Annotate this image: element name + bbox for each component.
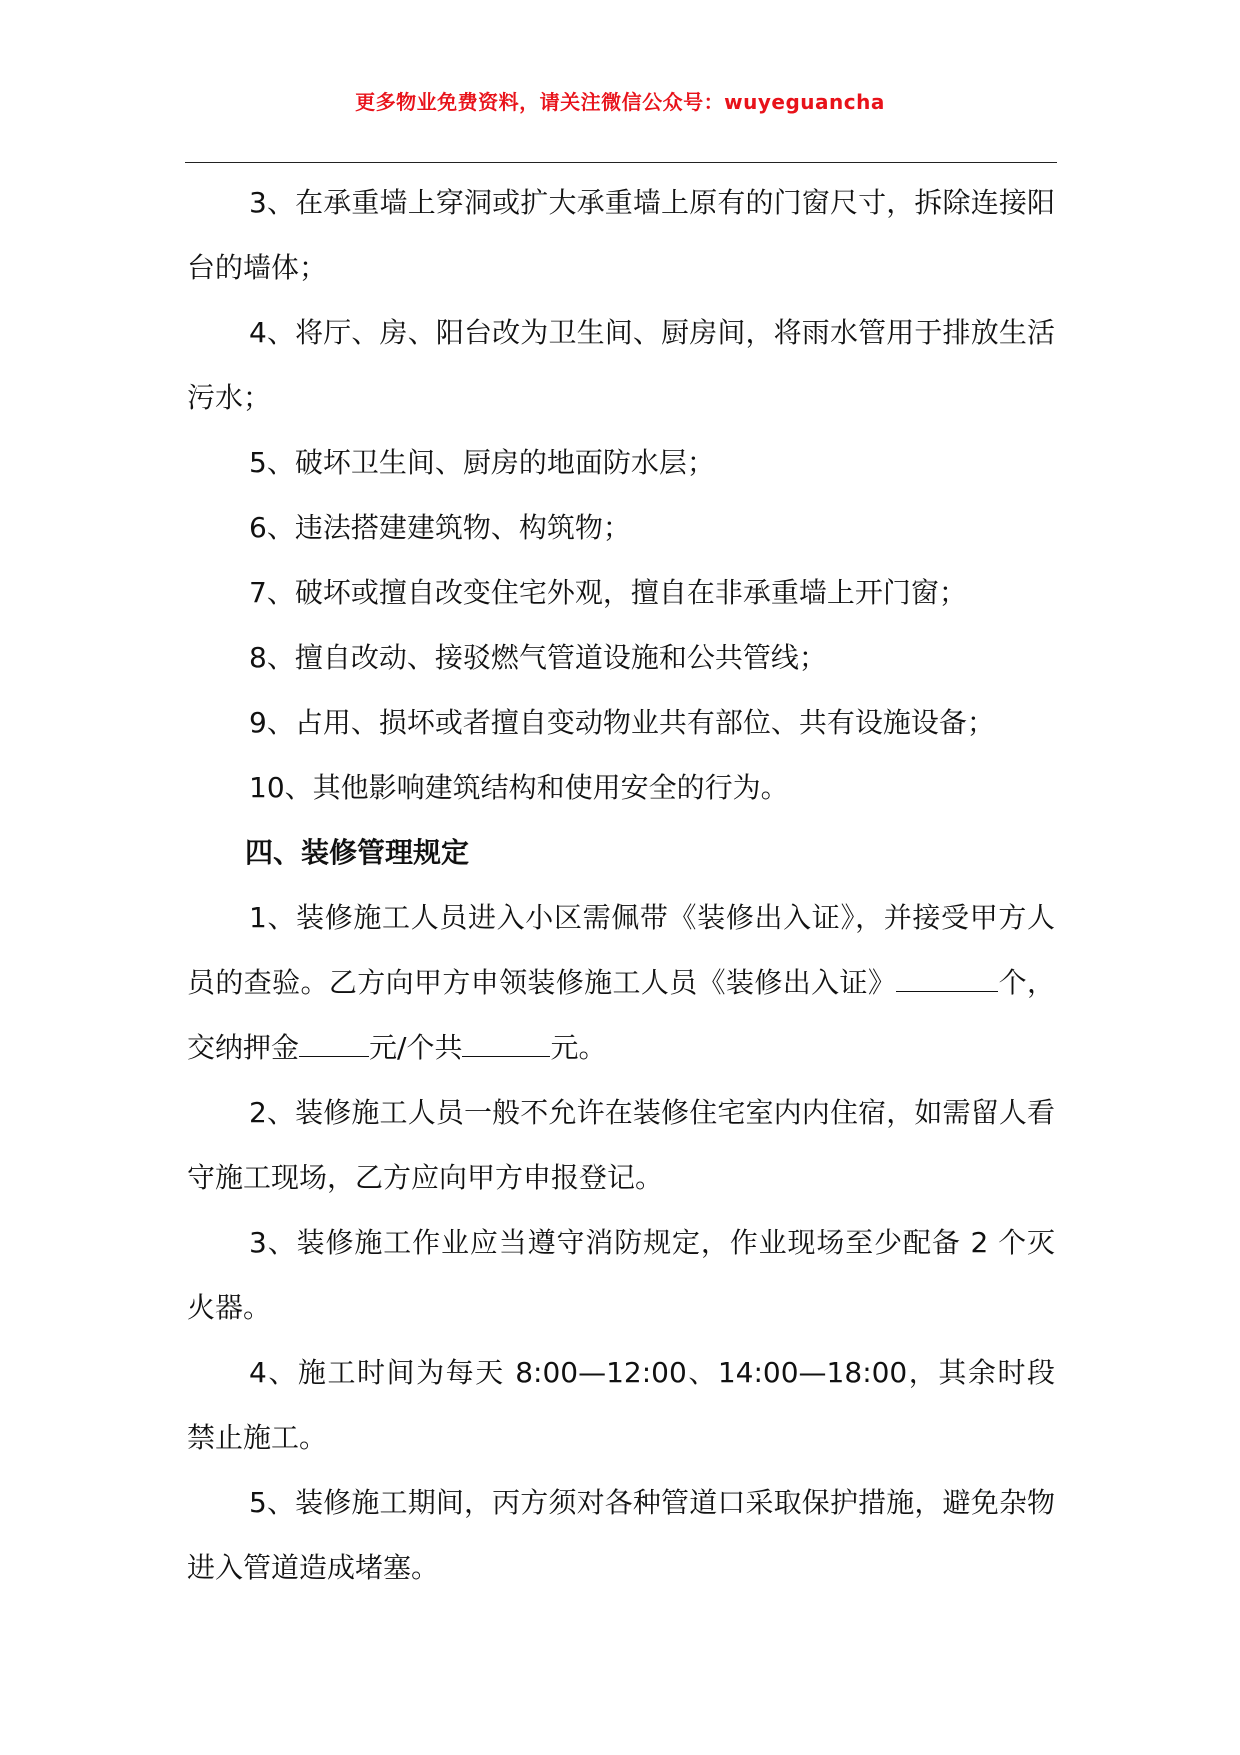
rule-1-text-d: 元。	[550, 1031, 607, 1064]
rule-paragraph-1	[187, 885, 1055, 1080]
fill-blank-pass-count	[896, 969, 998, 992]
rule-paragraph-5: 5、装修施工期间，丙方须对各种管道口采取保护措施，避免杂物进入管道造成堵塞。	[187, 1486, 1055, 1584]
rule-1-text-c: 元/个共	[369, 1031, 463, 1064]
prohibited-item: 8、擅自改动、接驳燃气管道设施和公共管线；	[249, 641, 827, 674]
fill-blank-deposit-unit	[299, 1034, 369, 1057]
prohibited-item: 10、其他影响建筑结构和使用安全的行为。	[249, 771, 789, 804]
rule-1-text-a: 1、装修施工人员进入小区需佩带《装修出入证》，并接受甲方人员的查验。乙方向甲方申领装修施工人员《装修出入证》	[187, 901, 1055, 999]
prohibited-item: 5、破坏卫生间、厨房的地面防水层；	[249, 446, 715, 479]
prohibited-item: 4、将厅、房、阳台改为卫生间、厨房间，将雨水管用于排放生活污水；	[187, 316, 1055, 414]
prohibited-item: 3、在承重墙上穿洞或扩大承重墙上原有的门窗尺寸，拆除连接阳台的墙体；	[187, 186, 1055, 284]
rule-1-text-b: 个，交纳押金	[187, 966, 1055, 1064]
prohibited-item: 7、破坏或擅自改变住宅外观，擅自在非承重墙上开门窗；	[249, 576, 967, 609]
section-title: 四、装修管理规定	[245, 836, 470, 869]
rule-paragraph-2: 2、装修施工人员一般不允许在装修住宅室内内住宿，如需留人看守施工现场，乙方应向甲方申报登记。	[187, 1096, 1055, 1194]
fill-blank-deposit-total	[462, 1034, 550, 1057]
prohibited-item: 9、占用、损坏或者擅自变动物业共有部位、共有设施设备；	[249, 706, 995, 739]
header-divider	[185, 162, 1057, 163]
document-body	[187, 170, 1055, 1600]
rule-paragraph-3: 3、装修施工作业应当遵守消防规定，作业现场至少配备 2 个灭火器。	[187, 1226, 1055, 1324]
rule-paragraph-4: 4、施工时间为每天 8:00—12:00、14:00—18:00，其余时段禁止施工。	[187, 1356, 1055, 1454]
prohibited-item: 6、违法搭建建筑物、构筑物；	[249, 511, 631, 544]
header-promo-note: 更多物业免费资料，请关注微信公众号：wuyeguancha	[355, 90, 885, 114]
